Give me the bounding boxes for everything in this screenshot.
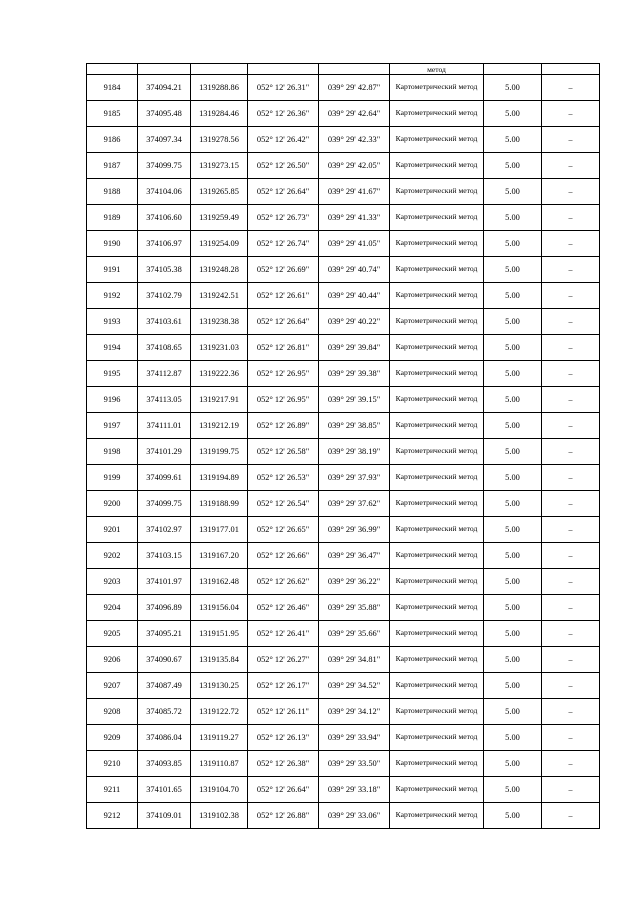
cell-note: – <box>542 491 600 517</box>
table-row <box>87 205 600 231</box>
cell-accuracy: 5.00 <box>484 439 542 465</box>
cell-method: Картометрический метод <box>390 413 484 439</box>
cell-longitude: 039° 29' 34.81" <box>319 647 390 673</box>
cell-note: – <box>542 725 600 751</box>
cell-point-number: 9189 <box>87 205 138 231</box>
cell-note: – <box>542 335 600 361</box>
cell-note: – <box>542 699 600 725</box>
cell-longitude: 039° 29' 36.22" <box>319 569 390 595</box>
cell-latitude: 052° 12' 26.64" <box>248 309 319 335</box>
table-row <box>87 647 600 673</box>
cell-point-number: 9192 <box>87 283 138 309</box>
cell-accuracy: 5.00 <box>484 751 542 777</box>
table-row <box>87 543 600 569</box>
cell-longitude: 039° 29' 37.62" <box>319 491 390 517</box>
cell-method: Картометрический метод <box>390 257 484 283</box>
cell-accuracy: 5.00 <box>484 179 542 205</box>
cell-longitude: 039° 29' 33.06" <box>319 803 390 829</box>
cell-latitude: 052° 12' 26.31" <box>248 75 319 101</box>
cell-x: 374103.15 <box>138 543 191 569</box>
cell-x: 374102.79 <box>138 283 191 309</box>
cell-empty <box>484 64 542 75</box>
cell-y: 1319104.70 <box>191 777 248 803</box>
cell-accuracy: 5.00 <box>484 101 542 127</box>
cell-x: 374112.87 <box>138 361 191 387</box>
cell-longitude: 039° 29' 41.67" <box>319 179 390 205</box>
cell-accuracy: 5.00 <box>484 725 542 751</box>
table-row <box>87 153 600 179</box>
cell-accuracy: 5.00 <box>484 491 542 517</box>
cell-note: – <box>542 647 600 673</box>
cell-note: – <box>542 413 600 439</box>
cell-point-number: 9200 <box>87 491 138 517</box>
cell-method: Картометрический метод <box>390 491 484 517</box>
cell-longitude: 039° 29' 34.12" <box>319 699 390 725</box>
cell-point-number: 9209 <box>87 725 138 751</box>
cell-longitude: 039° 29' 36.99" <box>319 517 390 543</box>
cell-longitude: 039° 29' 42.05" <box>319 153 390 179</box>
cell-y: 1319248.28 <box>191 257 248 283</box>
cell-longitude: 039° 29' 38.19" <box>319 439 390 465</box>
cell-accuracy: 5.00 <box>484 595 542 621</box>
cell-y: 1319259.49 <box>191 205 248 231</box>
cell-note: – <box>542 257 600 283</box>
cell-note: – <box>542 595 600 621</box>
cell-note: – <box>542 569 600 595</box>
cell-latitude: 052° 12' 26.11" <box>248 699 319 725</box>
cell-method: Картометрический метод <box>390 699 484 725</box>
cell-point-number: 9201 <box>87 517 138 543</box>
cell-accuracy: 5.00 <box>484 569 542 595</box>
table-row <box>87 101 600 127</box>
cell-latitude: 052° 12' 26.36" <box>248 101 319 127</box>
cell-accuracy: 5.00 <box>484 465 542 491</box>
cell-accuracy: 5.00 <box>484 153 542 179</box>
cell-accuracy: 5.00 <box>484 413 542 439</box>
cell-x: 374111.01 <box>138 413 191 439</box>
cell-accuracy: 5.00 <box>484 257 542 283</box>
cell-accuracy: 5.00 <box>484 75 542 101</box>
cell-y: 1319222.36 <box>191 361 248 387</box>
table-row <box>87 777 600 803</box>
table-row <box>87 127 600 153</box>
document-page <box>86 63 599 829</box>
cell-y: 1319273.15 <box>191 153 248 179</box>
cell-longitude: 039° 29' 35.88" <box>319 595 390 621</box>
cell-empty <box>542 64 600 75</box>
cell-empty <box>248 64 319 75</box>
cell-longitude: 039° 29' 41.05" <box>319 231 390 257</box>
cell-accuracy: 5.00 <box>484 621 542 647</box>
cell-method: Картометрический метод <box>390 621 484 647</box>
cell-method: Картометрический метод <box>390 595 484 621</box>
cell-x: 374099.75 <box>138 491 191 517</box>
cell-point-number: 9197 <box>87 413 138 439</box>
cell-latitude: 052° 12' 26.46" <box>248 595 319 621</box>
cell-point-number: 9207 <box>87 673 138 699</box>
cell-method: Картометрический метод <box>390 361 484 387</box>
cell-latitude: 052° 12' 26.81" <box>248 335 319 361</box>
cell-method: Картометрический метод <box>390 569 484 595</box>
cell-longitude: 039° 29' 38.85" <box>319 413 390 439</box>
cell-x: 374101.29 <box>138 439 191 465</box>
cell-accuracy: 5.00 <box>484 777 542 803</box>
cell-latitude: 052° 12' 26.13" <box>248 725 319 751</box>
cell-method: Картометрический метод <box>390 335 484 361</box>
cell-x: 374106.60 <box>138 205 191 231</box>
table-row <box>87 699 600 725</box>
cell-longitude: 039° 29' 36.47" <box>319 543 390 569</box>
cell-y: 1319188.99 <box>191 491 248 517</box>
cell-empty <box>191 64 248 75</box>
cell-longitude: 039° 29' 39.15" <box>319 387 390 413</box>
cell-latitude: 052° 12' 26.38" <box>248 751 319 777</box>
cell-x: 374096.89 <box>138 595 191 621</box>
cell-x: 374109.01 <box>138 803 191 829</box>
cell-point-number: 9196 <box>87 387 138 413</box>
cell-point-number: 9195 <box>87 361 138 387</box>
cell-x: 374090.67 <box>138 647 191 673</box>
table-row <box>87 231 600 257</box>
table-row-fragment <box>87 64 600 75</box>
cell-y: 1319238.38 <box>191 309 248 335</box>
cell-x: 374087.49 <box>138 673 191 699</box>
table-row <box>87 361 600 387</box>
cell-point-number: 9187 <box>87 153 138 179</box>
cell-accuracy: 5.00 <box>484 517 542 543</box>
cell-y: 1319217.91 <box>191 387 248 413</box>
cell-longitude: 039° 29' 41.33" <box>319 205 390 231</box>
table-row <box>87 803 600 829</box>
cell-method: Картометрический метод <box>390 283 484 309</box>
cell-note: – <box>542 673 600 699</box>
table-row <box>87 439 600 465</box>
cell-x: 374094.21 <box>138 75 191 101</box>
cell-point-number: 9185 <box>87 101 138 127</box>
cell-note: – <box>542 361 600 387</box>
cell-y: 1319177.01 <box>191 517 248 543</box>
cell-x: 374104.06 <box>138 179 191 205</box>
cell-method: Картометрический метод <box>390 725 484 751</box>
table-row <box>87 569 600 595</box>
cell-longitude: 039° 29' 34.52" <box>319 673 390 699</box>
cell-y: 1319110.87 <box>191 751 248 777</box>
table-row <box>87 283 600 309</box>
cell-method: Картометрический метод <box>390 101 484 127</box>
cell-note: – <box>542 283 600 309</box>
cell-y: 1319156.04 <box>191 595 248 621</box>
cell-latitude: 052° 12' 26.27" <box>248 647 319 673</box>
cell-longitude: 039° 29' 39.38" <box>319 361 390 387</box>
cell-y: 1319265.85 <box>191 179 248 205</box>
cell-latitude: 052° 12' 26.41" <box>248 621 319 647</box>
cell-accuracy: 5.00 <box>484 803 542 829</box>
table-row <box>87 595 600 621</box>
cell-method: Картометрический метод <box>390 179 484 205</box>
cell-x: 374097.34 <box>138 127 191 153</box>
cell-point-number: 9210 <box>87 751 138 777</box>
cell-accuracy: 5.00 <box>484 309 542 335</box>
table-row <box>87 517 600 543</box>
cell-accuracy: 5.00 <box>484 127 542 153</box>
cell-latitude: 052° 12' 26.53" <box>248 465 319 491</box>
cell-accuracy: 5.00 <box>484 231 542 257</box>
cell-method: Картометрический метод <box>390 205 484 231</box>
cell-x: 374106.97 <box>138 231 191 257</box>
cell-method: Картометрический метод <box>390 127 484 153</box>
table-row <box>87 387 600 413</box>
cell-note: – <box>542 127 600 153</box>
cell-point-number: 9205 <box>87 621 138 647</box>
cell-empty <box>319 64 390 75</box>
cell-point-number: 9193 <box>87 309 138 335</box>
cell-y: 1319199.75 <box>191 439 248 465</box>
cell-x: 374099.75 <box>138 153 191 179</box>
cell-method: Картометрический метод <box>390 153 484 179</box>
cell-accuracy: 5.00 <box>484 543 542 569</box>
cell-note: – <box>542 803 600 829</box>
cell-note: – <box>542 621 600 647</box>
table-row <box>87 725 600 751</box>
cell-latitude: 052° 12' 26.95" <box>248 387 319 413</box>
cell-x: 374103.61 <box>138 309 191 335</box>
cell-method: Картометрический метод <box>390 517 484 543</box>
cell-latitude: 052° 12' 26.17" <box>248 673 319 699</box>
cell-note: – <box>542 777 600 803</box>
cell-method: Картометрический метод <box>390 465 484 491</box>
cell-latitude: 052° 12' 26.54" <box>248 491 319 517</box>
cell-point-number: 9212 <box>87 803 138 829</box>
cell-x: 374101.97 <box>138 569 191 595</box>
table-row <box>87 751 600 777</box>
cell-note: – <box>542 309 600 335</box>
cell-point-number: 9190 <box>87 231 138 257</box>
cell-longitude: 039° 29' 39.84" <box>319 335 390 361</box>
cell-x: 374105.38 <box>138 257 191 283</box>
cell-latitude: 052° 12' 26.66" <box>248 543 319 569</box>
cell-y: 1319122.72 <box>191 699 248 725</box>
cell-accuracy: 5.00 <box>484 647 542 673</box>
cell-longitude: 039° 29' 40.44" <box>319 283 390 309</box>
cell-method: Картометрический метод <box>390 803 484 829</box>
cell-point-number: 9198 <box>87 439 138 465</box>
cell-point-number: 9191 <box>87 257 138 283</box>
cell-latitude: 052° 12' 26.69" <box>248 257 319 283</box>
cell-longitude: 039° 29' 33.18" <box>319 777 390 803</box>
cell-longitude: 039° 29' 42.33" <box>319 127 390 153</box>
cell-y: 1319130.25 <box>191 673 248 699</box>
cell-note: – <box>542 179 600 205</box>
cell-y: 1319194.89 <box>191 465 248 491</box>
cell-note: – <box>542 101 600 127</box>
cell-longitude: 039° 29' 33.50" <box>319 751 390 777</box>
cell-empty <box>138 64 191 75</box>
cell-method: Картометрический метод <box>390 647 484 673</box>
cell-method: Картометрический метод <box>390 75 484 101</box>
table-row <box>87 257 600 283</box>
cell-accuracy: 5.00 <box>484 335 542 361</box>
cell-longitude: 039° 29' 42.64" <box>319 101 390 127</box>
cell-y: 1319162.48 <box>191 569 248 595</box>
table-row <box>87 621 600 647</box>
table-row <box>87 335 600 361</box>
cell-latitude: 052° 12' 26.58" <box>248 439 319 465</box>
cell-point-number: 9199 <box>87 465 138 491</box>
cell-longitude: 039° 29' 42.87" <box>319 75 390 101</box>
cell-x: 374102.97 <box>138 517 191 543</box>
cell-latitude: 052° 12' 26.89" <box>248 413 319 439</box>
cell-y: 1319151.95 <box>191 621 248 647</box>
cell-y: 1319278.56 <box>191 127 248 153</box>
cell-latitude: 052° 12' 26.95" <box>248 361 319 387</box>
table-row <box>87 309 600 335</box>
cell-point-number: 9202 <box>87 543 138 569</box>
table-body <box>87 64 600 829</box>
cell-point-number: 9184 <box>87 75 138 101</box>
cell-y: 1319135.84 <box>191 647 248 673</box>
cell-latitude: 052° 12' 26.65" <box>248 517 319 543</box>
cell-method: Картометрический метод <box>390 439 484 465</box>
cell-note: – <box>542 231 600 257</box>
cell-y: 1319167.20 <box>191 543 248 569</box>
cell-x: 374099.61 <box>138 465 191 491</box>
cell-x: 374101.65 <box>138 777 191 803</box>
cell-method: Картометрический метод <box>390 751 484 777</box>
cell-note: – <box>542 751 600 777</box>
cell-method: метод <box>390 64 484 75</box>
cell-longitude: 039° 29' 40.74" <box>319 257 390 283</box>
cell-note: – <box>542 465 600 491</box>
cell-y: 1319212.19 <box>191 413 248 439</box>
cell-x: 374095.48 <box>138 101 191 127</box>
cell-latitude: 052° 12' 26.62" <box>248 569 319 595</box>
cell-accuracy: 5.00 <box>484 361 542 387</box>
cell-point-number: 9204 <box>87 595 138 621</box>
cell-point-number: 9188 <box>87 179 138 205</box>
cell-y: 1319254.09 <box>191 231 248 257</box>
cell-latitude: 052° 12' 26.74" <box>248 231 319 257</box>
cell-accuracy: 5.00 <box>484 387 542 413</box>
cell-x: 374108.65 <box>138 335 191 361</box>
cell-note: – <box>542 517 600 543</box>
cell-latitude: 052° 12' 26.64" <box>248 777 319 803</box>
cell-longitude: 039° 29' 40.22" <box>319 309 390 335</box>
cell-x: 374093.85 <box>138 751 191 777</box>
cell-x: 374085.72 <box>138 699 191 725</box>
table-row <box>87 465 600 491</box>
cell-y: 1319231.03 <box>191 335 248 361</box>
cell-x: 374113.05 <box>138 387 191 413</box>
cell-method: Картометрический метод <box>390 543 484 569</box>
cell-point-number: 9186 <box>87 127 138 153</box>
cell-method: Картометрический метод <box>390 387 484 413</box>
cell-latitude: 052° 12' 26.50" <box>248 153 319 179</box>
cell-accuracy: 5.00 <box>484 699 542 725</box>
cell-longitude: 039° 29' 35.66" <box>319 621 390 647</box>
table-row <box>87 179 600 205</box>
cell-y: 1319242.51 <box>191 283 248 309</box>
cell-y: 1319284.46 <box>191 101 248 127</box>
cell-note: – <box>542 153 600 179</box>
cell-method: Картометрический метод <box>390 777 484 803</box>
coordinates-table <box>86 63 600 829</box>
cell-accuracy: 5.00 <box>484 673 542 699</box>
cell-accuracy: 5.00 <box>484 283 542 309</box>
cell-latitude: 052° 12' 26.61" <box>248 283 319 309</box>
cell-x: 374095.21 <box>138 621 191 647</box>
cell-note: – <box>542 387 600 413</box>
cell-point-number: 9203 <box>87 569 138 595</box>
cell-y: 1319102.38 <box>191 803 248 829</box>
cell-point-number: 9211 <box>87 777 138 803</box>
cell-longitude: 039° 29' 33.94" <box>319 725 390 751</box>
cell-y: 1319119.27 <box>191 725 248 751</box>
table-row <box>87 75 600 101</box>
cell-y: 1319288.86 <box>191 75 248 101</box>
cell-point-number: 9206 <box>87 647 138 673</box>
cell-point-number: 9208 <box>87 699 138 725</box>
cell-note: – <box>542 75 600 101</box>
cell-longitude: 039° 29' 37.93" <box>319 465 390 491</box>
cell-latitude: 052° 12' 26.64" <box>248 179 319 205</box>
table-row <box>87 673 600 699</box>
cell-note: – <box>542 205 600 231</box>
cell-note: – <box>542 439 600 465</box>
cell-method: Картометрический метод <box>390 673 484 699</box>
cell-latitude: 052° 12' 26.42" <box>248 127 319 153</box>
table-row <box>87 413 600 439</box>
cell-empty <box>87 64 138 75</box>
cell-method: Картометрический метод <box>390 309 484 335</box>
cell-point-number: 9194 <box>87 335 138 361</box>
cell-method: Картометрический метод <box>390 231 484 257</box>
cell-x: 374086.04 <box>138 725 191 751</box>
table-row <box>87 491 600 517</box>
cell-accuracy: 5.00 <box>484 205 542 231</box>
cell-latitude: 052° 12' 26.88" <box>248 803 319 829</box>
cell-note: – <box>542 543 600 569</box>
cell-latitude: 052° 12' 26.73" <box>248 205 319 231</box>
